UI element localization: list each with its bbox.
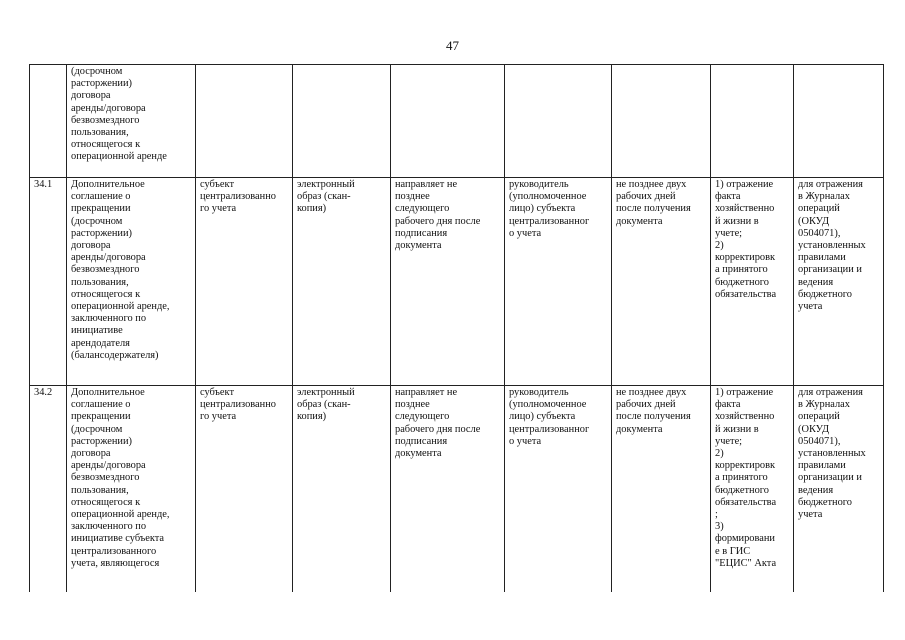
signer-cell: руководитель (уполномоченное лицо) субъекта централизованног о учета xyxy=(505,386,612,592)
purpose-cell: для отражения в Журналах операций (ОКУД 0504071), установленных правилами организации и ведения бюджетного учета xyxy=(794,386,884,592)
document-name-cell: Дополнительное соглашение о прекращении (досрочном расторжении) договора аренды/договора безвозмездного пользования, относящегося к операционной аренде, заключенного по инициативе арендодателя (балансодержателя) xyxy=(67,178,196,386)
table-row-continued xyxy=(30,65,884,178)
format-cell: электронный образ (скан- копия) xyxy=(293,178,391,386)
empty-cell xyxy=(505,65,612,178)
page-number: 47 xyxy=(446,38,459,53)
action-cell: 1) отражение факта хозяйственно й жизни в учете; 2) корректировк а принятого бюджетного обязательства xyxy=(711,178,794,386)
processing-deadline-cell: не позднее двух рабочих дней после получения документа xyxy=(612,178,711,386)
table-row-34-2 xyxy=(30,386,884,592)
action-cell: 1) отражение факта хозяйственно й жизни в учете; 2) корректировк а принятого бюджетного обязательства ; 3) формировани е в ГИС "ЕЦИС" Акта xyxy=(711,386,794,592)
responsible-cell: субъект централизованно го учета xyxy=(196,386,293,592)
empty-cell xyxy=(794,65,884,178)
empty-cell xyxy=(196,65,293,178)
row-number-cell: 34.1 xyxy=(30,178,67,386)
document-name-cell: Дополнительное соглашение о прекращении (досрочном расторжении) договора аренды/договора безвозмездного пользования, относящегося к операционной аренде, заключенного по инициативе субъекта централизованного учета, являющегося xyxy=(67,386,196,592)
empty-cell xyxy=(612,65,711,178)
row-number-cell: 34.2 xyxy=(30,386,67,592)
signer-cell: руководитель (уполномоченное лицо) субъекта централизованног о учета xyxy=(505,178,612,386)
empty-cell xyxy=(391,65,505,178)
responsible-cell: субъект централизованно го учета xyxy=(196,178,293,386)
deadline-cell: направляет не позднее следующего рабочего дня после подписания документа xyxy=(391,386,505,592)
format-cell: электронный образ (скан- копия) xyxy=(293,386,391,592)
document-name-cell: (досрочном расторжении) договора аренды/договора безвозмездного пользования, относящегося к операционной аренде xyxy=(67,65,196,178)
table-row-34-1 xyxy=(30,178,884,386)
empty-cell xyxy=(293,65,391,178)
deadline-cell: направляет не позднее следующего рабочего дня после подписания документа xyxy=(391,178,505,386)
empty-cell xyxy=(711,65,794,178)
purpose-cell: для отражения в Журналах операций (ОКУД 0504071), установленных правилами организации и ведения бюджетного учета xyxy=(794,178,884,386)
row-number-cell xyxy=(30,65,67,178)
processing-deadline-cell: не позднее двух рабочих дней после получения документа xyxy=(612,386,711,592)
document-table xyxy=(29,64,884,592)
